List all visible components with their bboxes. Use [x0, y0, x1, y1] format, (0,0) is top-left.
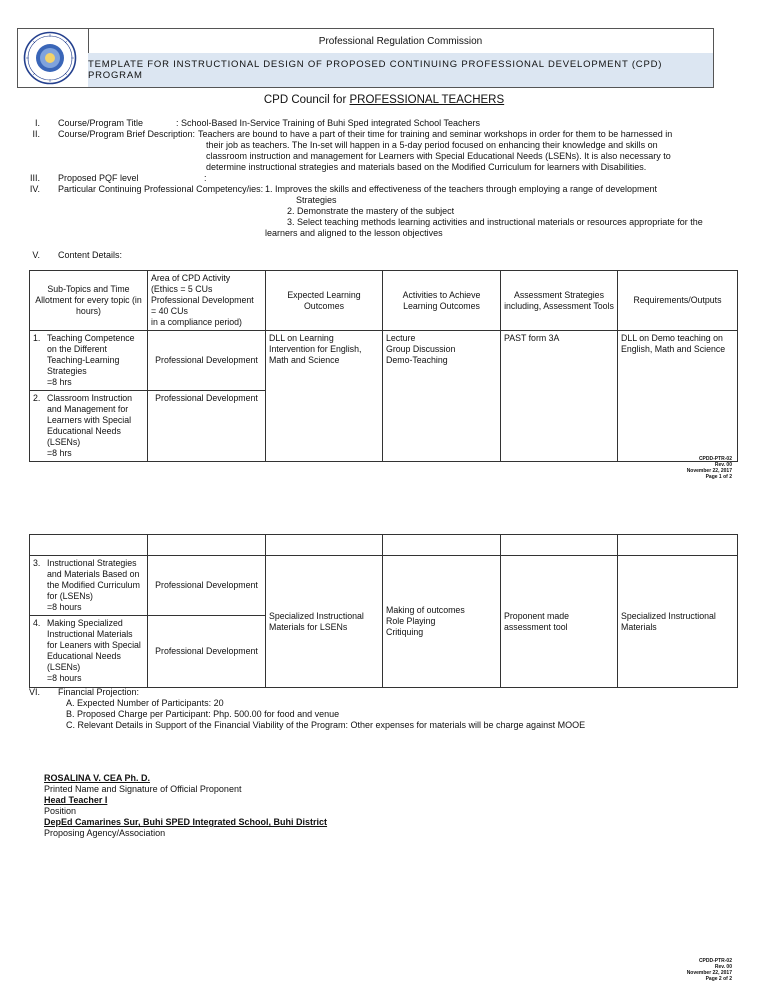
section-iv: IV. Particular Continuing Professional Competency/ies: 1. Improves the skills and effectiveness of the teachers through employing a range of development — [29, 184, 658, 194]
content-table-page2 — [29, 534, 738, 688]
council-name: PROFESSIONAL TEACHERS — [349, 94, 505, 106]
outcome-p2: Specialized Instructional Materials for LSENs — [266, 556, 383, 688]
template-title: TEMPLATE FOR INSTRUCTIONAL DESIGN OF PROPOSED CONTINUING PROFESSIONAL DEVELOPMENT (CPD) PROGRAM — [88, 53, 713, 87]
activities-p2: Making of outcomes Role Playing Critiquing — [383, 556, 501, 688]
area-4: Professional Development — [148, 616, 266, 688]
signature-block — [44, 773, 327, 839]
logo-cell — [18, 29, 89, 87]
agency-caption: Proposing Agency/Association — [44, 828, 166, 838]
proponent-name: ROSALINA V. CEA Ph. D. — [44, 773, 151, 783]
table-row — [30, 556, 738, 616]
page2-footer: CPDD-PTR-02 Rev. 00 November 22, 2017 Page 2 of 2 — [686, 958, 732, 982]
section-ii-line4: determine instructional strategies and materials based on the Modified Curriculum for learners with Disabilities. — [206, 162, 647, 172]
position-caption: Position — [44, 806, 77, 816]
requirements-p2: Specialized Instructional Materials — [618, 556, 738, 688]
table-header-row — [30, 271, 738, 331]
section-v: V. Content Details: — [32, 250, 123, 260]
topic-3: 3. Instructional Strategies and Materials Based on the Modified Curriculum for (LSENs) =8 hours — [30, 556, 148, 616]
agency-name: Professional Regulation Commission — [88, 29, 713, 54]
proponent-agency: DepEd Camarines Sur, Buhi SPED Integrated School, Buhi District — [44, 817, 328, 827]
section-vi: VI. Financial Projection: — [28, 687, 140, 697]
section-iii: III. Proposed PQF level : — [29, 173, 207, 183]
council-prefix: CPD Council for — [263, 94, 347, 106]
header-box — [17, 28, 714, 88]
col-assessment: Assessment Strategies including, Assessment Tools — [501, 271, 618, 331]
financial-c: C. Relevant Details in Support of the Financial Viability of the Program: Other expenses for materials will be charge against MOOE — [66, 720, 586, 730]
area-1: Professional Development — [148, 331, 266, 391]
financial-b: B. Proposed Charge per Participant: Php. 500.00 for food and venue — [66, 709, 340, 719]
section-ii-line3: classroom instruction and management for Learners with Special Educational Needs (LSENs). It is also necessary to — [206, 151, 671, 161]
council-title — [0, 94, 768, 106]
topic-1: 1. Teaching Competence on the Different Teaching-Learning Strategies =8 hrs — [30, 331, 148, 391]
requirements-1: DLL on Demo teaching on English, Math and Science — [618, 331, 738, 462]
col-subtopics: Sub-Topics and Time Allotment for every topic (in hours) — [30, 271, 148, 331]
table-blank-row — [30, 535, 738, 556]
col-outcomes: Expected Learning Outcomes — [266, 271, 383, 331]
financial-a: A. Expected Number of Participants: 20 — [66, 698, 224, 708]
table-row — [30, 331, 738, 391]
col-activities: Activities to Achieve Learning Outcomes — [383, 271, 501, 331]
proponent-position: Head Teacher I — [44, 795, 108, 805]
section-iv-line4: 3. Select teaching methods learning activities and instructional materials or resources appropriate for the — [287, 217, 703, 227]
section-ii: II. Course/Program Brief Description: Teachers are bound to have a part of their time for training and seminar workshops in order for them to be harnessed in — [32, 129, 673, 139]
col-requirements: Requirements/Outputs — [618, 271, 738, 331]
section-i: I. Course/Program Title : School-Based In-Service Training of Buhi Sped integrated School Teachers — [34, 118, 481, 128]
area-3: Professional Development — [148, 556, 266, 616]
section-iv-line2: Strategies — [296, 195, 337, 205]
outcome-1: DLL on Learning Intervention for English, Math and Science — [266, 331, 383, 462]
activities-1: Lecture Group Discussion Demo-Teaching — [383, 331, 501, 462]
col-area: Area of CPD Activity (Ethics = 5 CUs Professional Development = 40 CUs in a compliance period) — [148, 271, 266, 331]
content-table-page1 — [29, 270, 738, 462]
page1-footer: CPDD-PTR-02 Rev. 00 November 22, 2017 Page 1 of 2 — [686, 456, 732, 480]
topic-4: 4. Making Specialized Instructional Materials for Leaners with Special Educational Needs (LSENs) =8 hours — [30, 616, 148, 688]
section-ii-line2: their job as teachers. The In-set will happen in a 5-day period focused on enhancing their knowledge and skills on — [206, 140, 658, 150]
prc-seal-icon — [23, 31, 77, 85]
proponent-caption: Printed Name and Signature of Official Proponent — [44, 784, 242, 794]
topic-2: 2. Classroom Instruction and Management for Learners with Special Educational Needs (LSENs) =8 hrs — [30, 391, 148, 462]
assessment-p2: Proponent made assessment tool — [501, 556, 618, 688]
section-iv-line3: 2. Demonstrate the mastery of the subject — [287, 206, 455, 216]
assessment-1: PAST form 3A — [501, 331, 618, 462]
area-2: Professional Development — [148, 391, 266, 462]
section-iv-line5: learners and aligned to the lesson objectives — [265, 228, 443, 238]
